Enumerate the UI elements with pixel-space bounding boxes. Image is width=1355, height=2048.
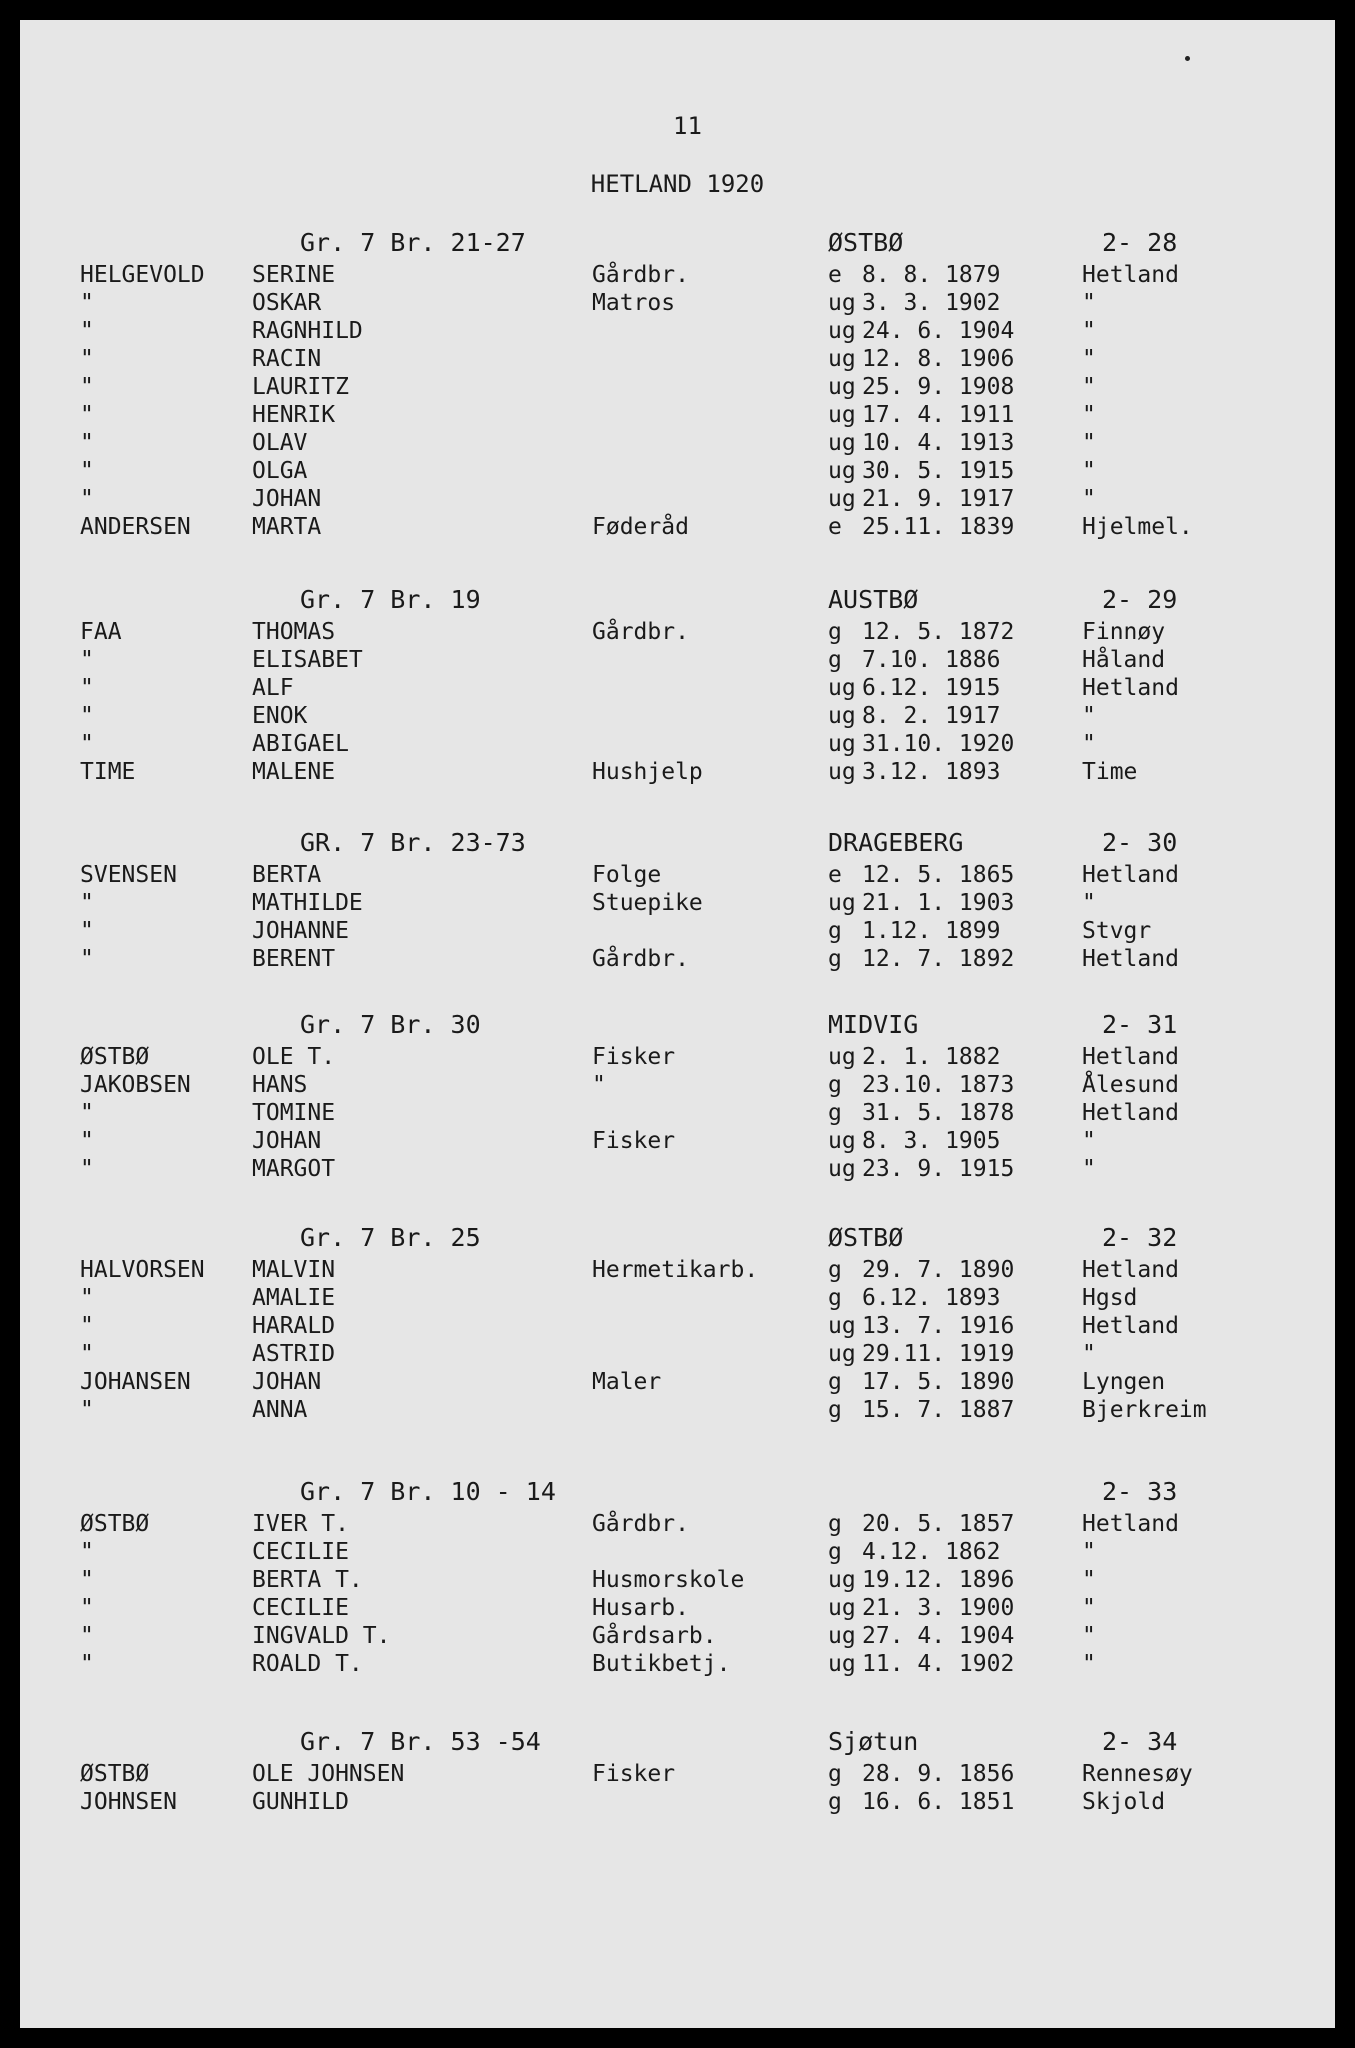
household-code: 2- 29 — [1102, 585, 1178, 614]
birthplace: Hetland — [1082, 262, 1179, 288]
person-row — [20, 1651, 1335, 1679]
surname: " — [80, 1397, 94, 1423]
person-row — [20, 890, 1335, 918]
marital-status: ug — [828, 402, 856, 428]
household-section — [20, 1477, 1335, 1679]
farm-name: ØSTBØ — [828, 228, 904, 257]
birthplace: " — [1082, 1156, 1096, 1182]
birth-date: 19.12. 1896 — [862, 1567, 1015, 1593]
given-name: ANNA — [252, 1397, 308, 1423]
property-reference: Gr. 7 Br. 21-27 — [300, 228, 526, 257]
birthplace: Hetland — [1082, 675, 1179, 701]
given-name: ALF — [252, 675, 294, 701]
marital-status: ug — [828, 486, 856, 512]
household-code: 2- 28 — [1102, 228, 1178, 257]
occupation: Hermetikarb. — [592, 1257, 759, 1283]
person-row — [20, 1623, 1335, 1651]
occupation: Gårdbr. — [592, 262, 689, 288]
birthplace: Stvgr — [1082, 918, 1152, 944]
birthplace: Hetland — [1082, 946, 1179, 972]
person-row — [20, 703, 1335, 731]
person-row — [20, 862, 1335, 890]
surname: " — [80, 290, 94, 316]
surname: " — [80, 918, 94, 944]
marital-status: ug — [828, 1128, 856, 1154]
person-row — [20, 731, 1335, 759]
birth-date: 27. 4. 1904 — [862, 1623, 1015, 1649]
surname: ØSTBØ — [80, 1761, 150, 1787]
occupation: Husarb. — [592, 1595, 689, 1621]
property-reference: Gr. 7 Br. 25 — [300, 1223, 481, 1252]
birthplace: Hetland — [1082, 1313, 1179, 1339]
census-page — [20, 20, 1335, 2028]
given-name: OLAV — [252, 430, 308, 456]
occupation: Gårdbr. — [592, 1511, 689, 1537]
marital-status: ug — [828, 318, 856, 344]
surname: " — [80, 647, 94, 673]
marital-status: ug — [828, 458, 856, 484]
marital-status: g — [828, 1100, 842, 1126]
occupation: Folge — [592, 862, 662, 888]
household-section — [20, 228, 1335, 542]
birth-date: 21. 1. 1903 — [862, 890, 1015, 916]
surname: TIME — [80, 759, 136, 785]
marital-status: g — [828, 1397, 842, 1423]
section-header — [20, 1477, 1335, 1511]
birth-date: 17. 5. 1890 — [862, 1369, 1015, 1395]
person-row — [20, 1313, 1335, 1341]
given-name: MALVIN — [252, 1257, 336, 1283]
birth-date: 3.12. 1893 — [862, 759, 1001, 785]
marital-status: ug — [828, 1651, 856, 1677]
given-name: BERENT — [252, 946, 336, 972]
birthplace: " — [1082, 458, 1096, 484]
surname: HALVORSEN — [80, 1257, 205, 1283]
person-row — [20, 1341, 1335, 1369]
birth-date: 21. 3. 1900 — [862, 1595, 1015, 1621]
occupation: Føderåd — [592, 514, 689, 540]
marital-status: ug — [828, 1623, 856, 1649]
birth-date: 12. 7. 1892 — [862, 946, 1015, 972]
surname: " — [80, 1539, 94, 1565]
person-row — [20, 1128, 1335, 1156]
birth-date: 13. 7. 1916 — [862, 1313, 1015, 1339]
birth-date: 23.10. 1873 — [862, 1072, 1015, 1098]
birthplace: Lyngen — [1082, 1369, 1166, 1395]
birthplace: Hetland — [1082, 1044, 1179, 1070]
marital-status: ug — [828, 374, 856, 400]
person-row — [20, 402, 1335, 430]
surname: " — [80, 430, 94, 456]
person-row — [20, 1072, 1335, 1100]
surname: " — [80, 946, 94, 972]
person-row — [20, 1397, 1335, 1425]
given-name: THOMAS — [252, 619, 336, 645]
person-row — [20, 1369, 1335, 1397]
surname: JOHANSEN — [80, 1369, 191, 1395]
person-row — [20, 1044, 1335, 1072]
given-name: ENOK — [252, 703, 308, 729]
marital-status: ug — [828, 1313, 856, 1339]
birth-date: 7.10. 1886 — [862, 647, 1001, 673]
marital-status: ug — [828, 675, 856, 701]
birthplace: Hjelmel. — [1082, 514, 1193, 540]
marital-status: g — [828, 1539, 842, 1565]
marital-status: g — [828, 1511, 842, 1537]
occupation: Hushjelp — [592, 759, 703, 785]
property-reference: Gr. 7 Br. 30 — [300, 1010, 481, 1039]
birthplace: Rennesøy — [1082, 1761, 1193, 1787]
marital-status: ug — [828, 890, 856, 916]
birthplace: " — [1082, 890, 1096, 916]
marital-status: ug — [828, 703, 856, 729]
birthplace: Hetland — [1082, 1511, 1179, 1537]
farm-name: Sjøtun — [828, 1727, 919, 1756]
given-name: OLE JOHNSEN — [252, 1761, 405, 1787]
given-name: MATHILDE — [252, 890, 363, 916]
person-row — [20, 374, 1335, 402]
marital-status: e — [828, 514, 842, 540]
birth-date: 17. 4. 1911 — [862, 402, 1015, 428]
surname: ANDERSEN — [80, 514, 191, 540]
farm-name: DRAGEBERG — [828, 828, 964, 857]
surname: " — [80, 1567, 94, 1593]
person-row — [20, 486, 1335, 514]
birth-date: 3. 3. 1902 — [862, 290, 1001, 316]
person-row — [20, 514, 1335, 542]
birthplace: Bjerkreim — [1082, 1397, 1207, 1423]
birthplace: " — [1082, 290, 1096, 316]
birthplace: " — [1082, 486, 1096, 512]
person-row — [20, 430, 1335, 458]
birth-date: 2. 1. 1882 — [862, 1044, 1001, 1070]
birth-date: 30. 5. 1915 — [862, 458, 1015, 484]
marital-status: ug — [828, 290, 856, 316]
person-row — [20, 759, 1335, 787]
person-row — [20, 346, 1335, 374]
birth-date: 25. 9. 1908 — [862, 374, 1015, 400]
marital-status: ug — [828, 1156, 856, 1182]
page-number: 11 — [673, 112, 702, 140]
occupation: Fisker — [592, 1761, 676, 1787]
marital-status: g — [828, 647, 842, 673]
birthplace: Håland — [1082, 647, 1166, 673]
surname: ØSTBØ — [80, 1044, 150, 1070]
person-row — [20, 1761, 1335, 1789]
birthplace: Time — [1082, 759, 1138, 785]
birth-date: 31. 5. 1878 — [862, 1100, 1015, 1126]
occupation: Maler — [592, 1369, 662, 1395]
birthplace: " — [1082, 346, 1096, 372]
marital-status: e — [828, 862, 842, 888]
speck-mark — [1185, 56, 1190, 61]
birth-date: 29.11. 1919 — [862, 1341, 1015, 1367]
marital-status: g — [828, 1369, 842, 1395]
occupation: Gårdbr. — [592, 619, 689, 645]
birth-date: 31.10. 1920 — [862, 731, 1015, 757]
given-name: BERTA T. — [252, 1567, 363, 1593]
surname: " — [80, 1285, 94, 1311]
marital-status: ug — [828, 1567, 856, 1593]
birth-date: 6.12. 1893 — [862, 1285, 1001, 1311]
birthplace: " — [1082, 1128, 1096, 1154]
household-section — [20, 1727, 1335, 1817]
given-name: MALENE — [252, 759, 336, 785]
given-name: CECILIE — [252, 1595, 349, 1621]
birth-date: 1.12. 1899 — [862, 918, 1001, 944]
surname: HELGEVOLD — [80, 262, 205, 288]
person-row — [20, 1285, 1335, 1313]
given-name: MARTA — [252, 514, 322, 540]
birthplace: " — [1082, 1651, 1096, 1677]
given-name: IVER T. — [252, 1511, 349, 1537]
birth-date: 24. 6. 1904 — [862, 318, 1015, 344]
person-row — [20, 647, 1335, 675]
household-code: 2- 31 — [1102, 1010, 1178, 1039]
section-header — [20, 1010, 1335, 1044]
household-code: 2- 32 — [1102, 1223, 1178, 1252]
household-section — [20, 1223, 1335, 1425]
property-reference: Gr. 7 Br. 19 — [300, 585, 481, 614]
birth-date: 21. 9. 1917 — [862, 486, 1015, 512]
surname: " — [80, 1128, 94, 1154]
birth-date: 8. 8. 1879 — [862, 262, 1001, 288]
given-name: ELISABET — [252, 647, 363, 673]
surname: " — [80, 402, 94, 428]
marital-status: ug — [828, 1595, 856, 1621]
section-header — [20, 828, 1335, 862]
given-name: RAGNHILD — [252, 318, 363, 344]
person-row — [20, 1257, 1335, 1285]
household-section — [20, 828, 1335, 974]
surname: SVENSEN — [80, 862, 177, 888]
given-name: BERTA — [252, 862, 322, 888]
given-name: RACIN — [252, 346, 322, 372]
birthplace: Hetland — [1082, 1257, 1179, 1283]
given-name: AMALIE — [252, 1285, 336, 1311]
birth-date: 12. 5. 1865 — [862, 862, 1015, 888]
occupation: Gårdbr. — [592, 946, 689, 972]
surname: JAKOBSEN — [80, 1072, 191, 1098]
household-code: 2- 30 — [1102, 828, 1178, 857]
marital-status: ug — [828, 346, 856, 372]
person-row — [20, 1100, 1335, 1128]
marital-status: g — [828, 1257, 842, 1283]
birthplace: " — [1082, 1623, 1096, 1649]
surname: ØSTBØ — [80, 1511, 150, 1537]
given-name: HANS — [252, 1072, 308, 1098]
person-row — [20, 318, 1335, 346]
marital-status: e — [828, 262, 842, 288]
surname: " — [80, 486, 94, 512]
given-name: INGVALD T. — [252, 1623, 391, 1649]
marital-status: g — [828, 918, 842, 944]
occupation: Gårdsarb. — [592, 1623, 717, 1649]
birthplace: " — [1082, 374, 1096, 400]
birthplace: " — [1082, 731, 1096, 757]
section-header — [20, 228, 1335, 262]
given-name: CECILIE — [252, 1539, 349, 1565]
surname: " — [80, 458, 94, 484]
birth-date: 4.12. 1862 — [862, 1539, 1001, 1565]
occupation: Fisker — [592, 1128, 676, 1154]
marital-status: g — [828, 1072, 842, 1098]
person-row — [20, 918, 1335, 946]
birth-date: 12. 8. 1906 — [862, 346, 1015, 372]
birthplace: " — [1082, 703, 1096, 729]
given-name: OLGA — [252, 458, 308, 484]
property-reference: Gr. 7 Br. 53 -54 — [300, 1727, 541, 1756]
section-header — [20, 1727, 1335, 1761]
birth-date: 12. 5. 1872 — [862, 619, 1015, 645]
marital-status: ug — [828, 731, 856, 757]
given-name: LAURITZ — [252, 374, 349, 400]
birthplace: Hgsd — [1082, 1285, 1138, 1311]
surname: " — [80, 1595, 94, 1621]
surname: " — [80, 890, 94, 916]
section-header — [20, 1223, 1335, 1257]
birthplace: " — [1082, 1595, 1096, 1621]
farm-name: AUSTBØ — [828, 585, 919, 614]
birth-date: 29. 7. 1890 — [862, 1257, 1015, 1283]
birthplace: Skjold — [1082, 1789, 1166, 1815]
birth-date: 8. 3. 1905 — [862, 1128, 1001, 1154]
surname: " — [80, 675, 94, 701]
birthplace: " — [1082, 1341, 1096, 1367]
given-name: SERINE — [252, 262, 336, 288]
marital-status: ug — [828, 759, 856, 785]
surname: " — [80, 1313, 94, 1339]
marital-status: ug — [828, 430, 856, 456]
person-row — [20, 262, 1335, 290]
person-row — [20, 458, 1335, 486]
household-code: 2- 34 — [1102, 1727, 1178, 1756]
person-row — [20, 1539, 1335, 1567]
given-name: OLE T. — [252, 1044, 336, 1070]
birthplace: Finnøy — [1082, 619, 1166, 645]
birth-date: 15. 7. 1887 — [862, 1397, 1015, 1423]
person-row — [20, 1567, 1335, 1595]
birth-date: 8. 2. 1917 — [862, 703, 1001, 729]
birthplace: Ålesund — [1082, 1072, 1179, 1098]
surname: JOHNSEN — [80, 1789, 177, 1815]
person-row — [20, 946, 1335, 974]
given-name: JOHAN — [252, 486, 322, 512]
given-name: MARGOT — [252, 1156, 336, 1182]
surname: " — [80, 731, 94, 757]
birth-date: 16. 6. 1851 — [862, 1789, 1015, 1815]
given-name: ASTRID — [252, 1341, 336, 1367]
marital-status: g — [828, 946, 842, 972]
person-row — [20, 1156, 1335, 1184]
occupation: Matros — [592, 290, 676, 316]
given-name: ABIGAEL — [252, 731, 349, 757]
occupation: Stuepike — [592, 890, 703, 916]
page-title: HETLAND 1920 — [590, 170, 765, 198]
surname: " — [80, 1156, 94, 1182]
birth-date: 20. 5. 1857 — [862, 1511, 1015, 1537]
marital-status: g — [828, 1285, 842, 1311]
surname: " — [80, 318, 94, 344]
given-name: TOMINE — [252, 1100, 336, 1126]
birth-date: 10. 4. 1913 — [862, 430, 1015, 456]
surname: " — [80, 346, 94, 372]
given-name: JOHAN — [252, 1128, 322, 1154]
birth-date: 6.12. 1915 — [862, 675, 1001, 701]
household-code: 2- 33 — [1102, 1477, 1178, 1506]
given-name: HARALD — [252, 1313, 336, 1339]
person-row — [20, 1595, 1335, 1623]
surname: " — [80, 374, 94, 400]
marital-status: ug — [828, 1044, 856, 1070]
surname: " — [80, 1100, 94, 1126]
household-section — [20, 1010, 1335, 1184]
birth-date: 11. 4. 1902 — [862, 1651, 1015, 1677]
surname: " — [80, 1341, 94, 1367]
birthplace: Hetland — [1082, 862, 1179, 888]
occupation: Fisker — [592, 1044, 676, 1070]
birthplace: " — [1082, 430, 1096, 456]
birth-date: 28. 9. 1856 — [862, 1761, 1015, 1787]
given-name: ROALD T. — [252, 1651, 363, 1677]
marital-status: g — [828, 619, 842, 645]
person-row — [20, 675, 1335, 703]
occupation: " — [592, 1072, 606, 1098]
surname: FAA — [80, 619, 122, 645]
person-row — [20, 290, 1335, 318]
birthplace: " — [1082, 1567, 1096, 1593]
given-name: GUNHILD — [252, 1789, 349, 1815]
section-header — [20, 585, 1335, 619]
birthplace: " — [1082, 402, 1096, 428]
surname: " — [80, 703, 94, 729]
birthplace: Hetland — [1082, 1100, 1179, 1126]
farm-name: MIDVIG — [828, 1010, 919, 1039]
occupation: Husmorskole — [592, 1567, 745, 1593]
person-row — [20, 1789, 1335, 1817]
marital-status: g — [828, 1789, 842, 1815]
birth-date: 23. 9. 1915 — [862, 1156, 1015, 1182]
occupation: Butikbetj. — [592, 1651, 731, 1677]
property-reference: Gr. 7 Br. 10 - 14 — [300, 1477, 556, 1506]
marital-status: ug — [828, 1341, 856, 1367]
surname: " — [80, 1623, 94, 1649]
given-name: OSKAR — [252, 290, 322, 316]
farm-name: ØSTBØ — [828, 1223, 904, 1252]
surname: " — [80, 1651, 94, 1677]
marital-status: g — [828, 1761, 842, 1787]
person-row — [20, 1511, 1335, 1539]
birthplace: " — [1082, 1539, 1096, 1565]
given-name: JOHAN — [252, 1369, 322, 1395]
birth-date: 25.11. 1839 — [862, 514, 1015, 540]
person-row — [20, 619, 1335, 647]
birthplace: " — [1082, 318, 1096, 344]
given-name: HENRIK — [252, 402, 336, 428]
property-reference: GR. 7 Br. 23-73 — [300, 828, 526, 857]
given-name: JOHANNE — [252, 918, 349, 944]
household-section — [20, 585, 1335, 787]
